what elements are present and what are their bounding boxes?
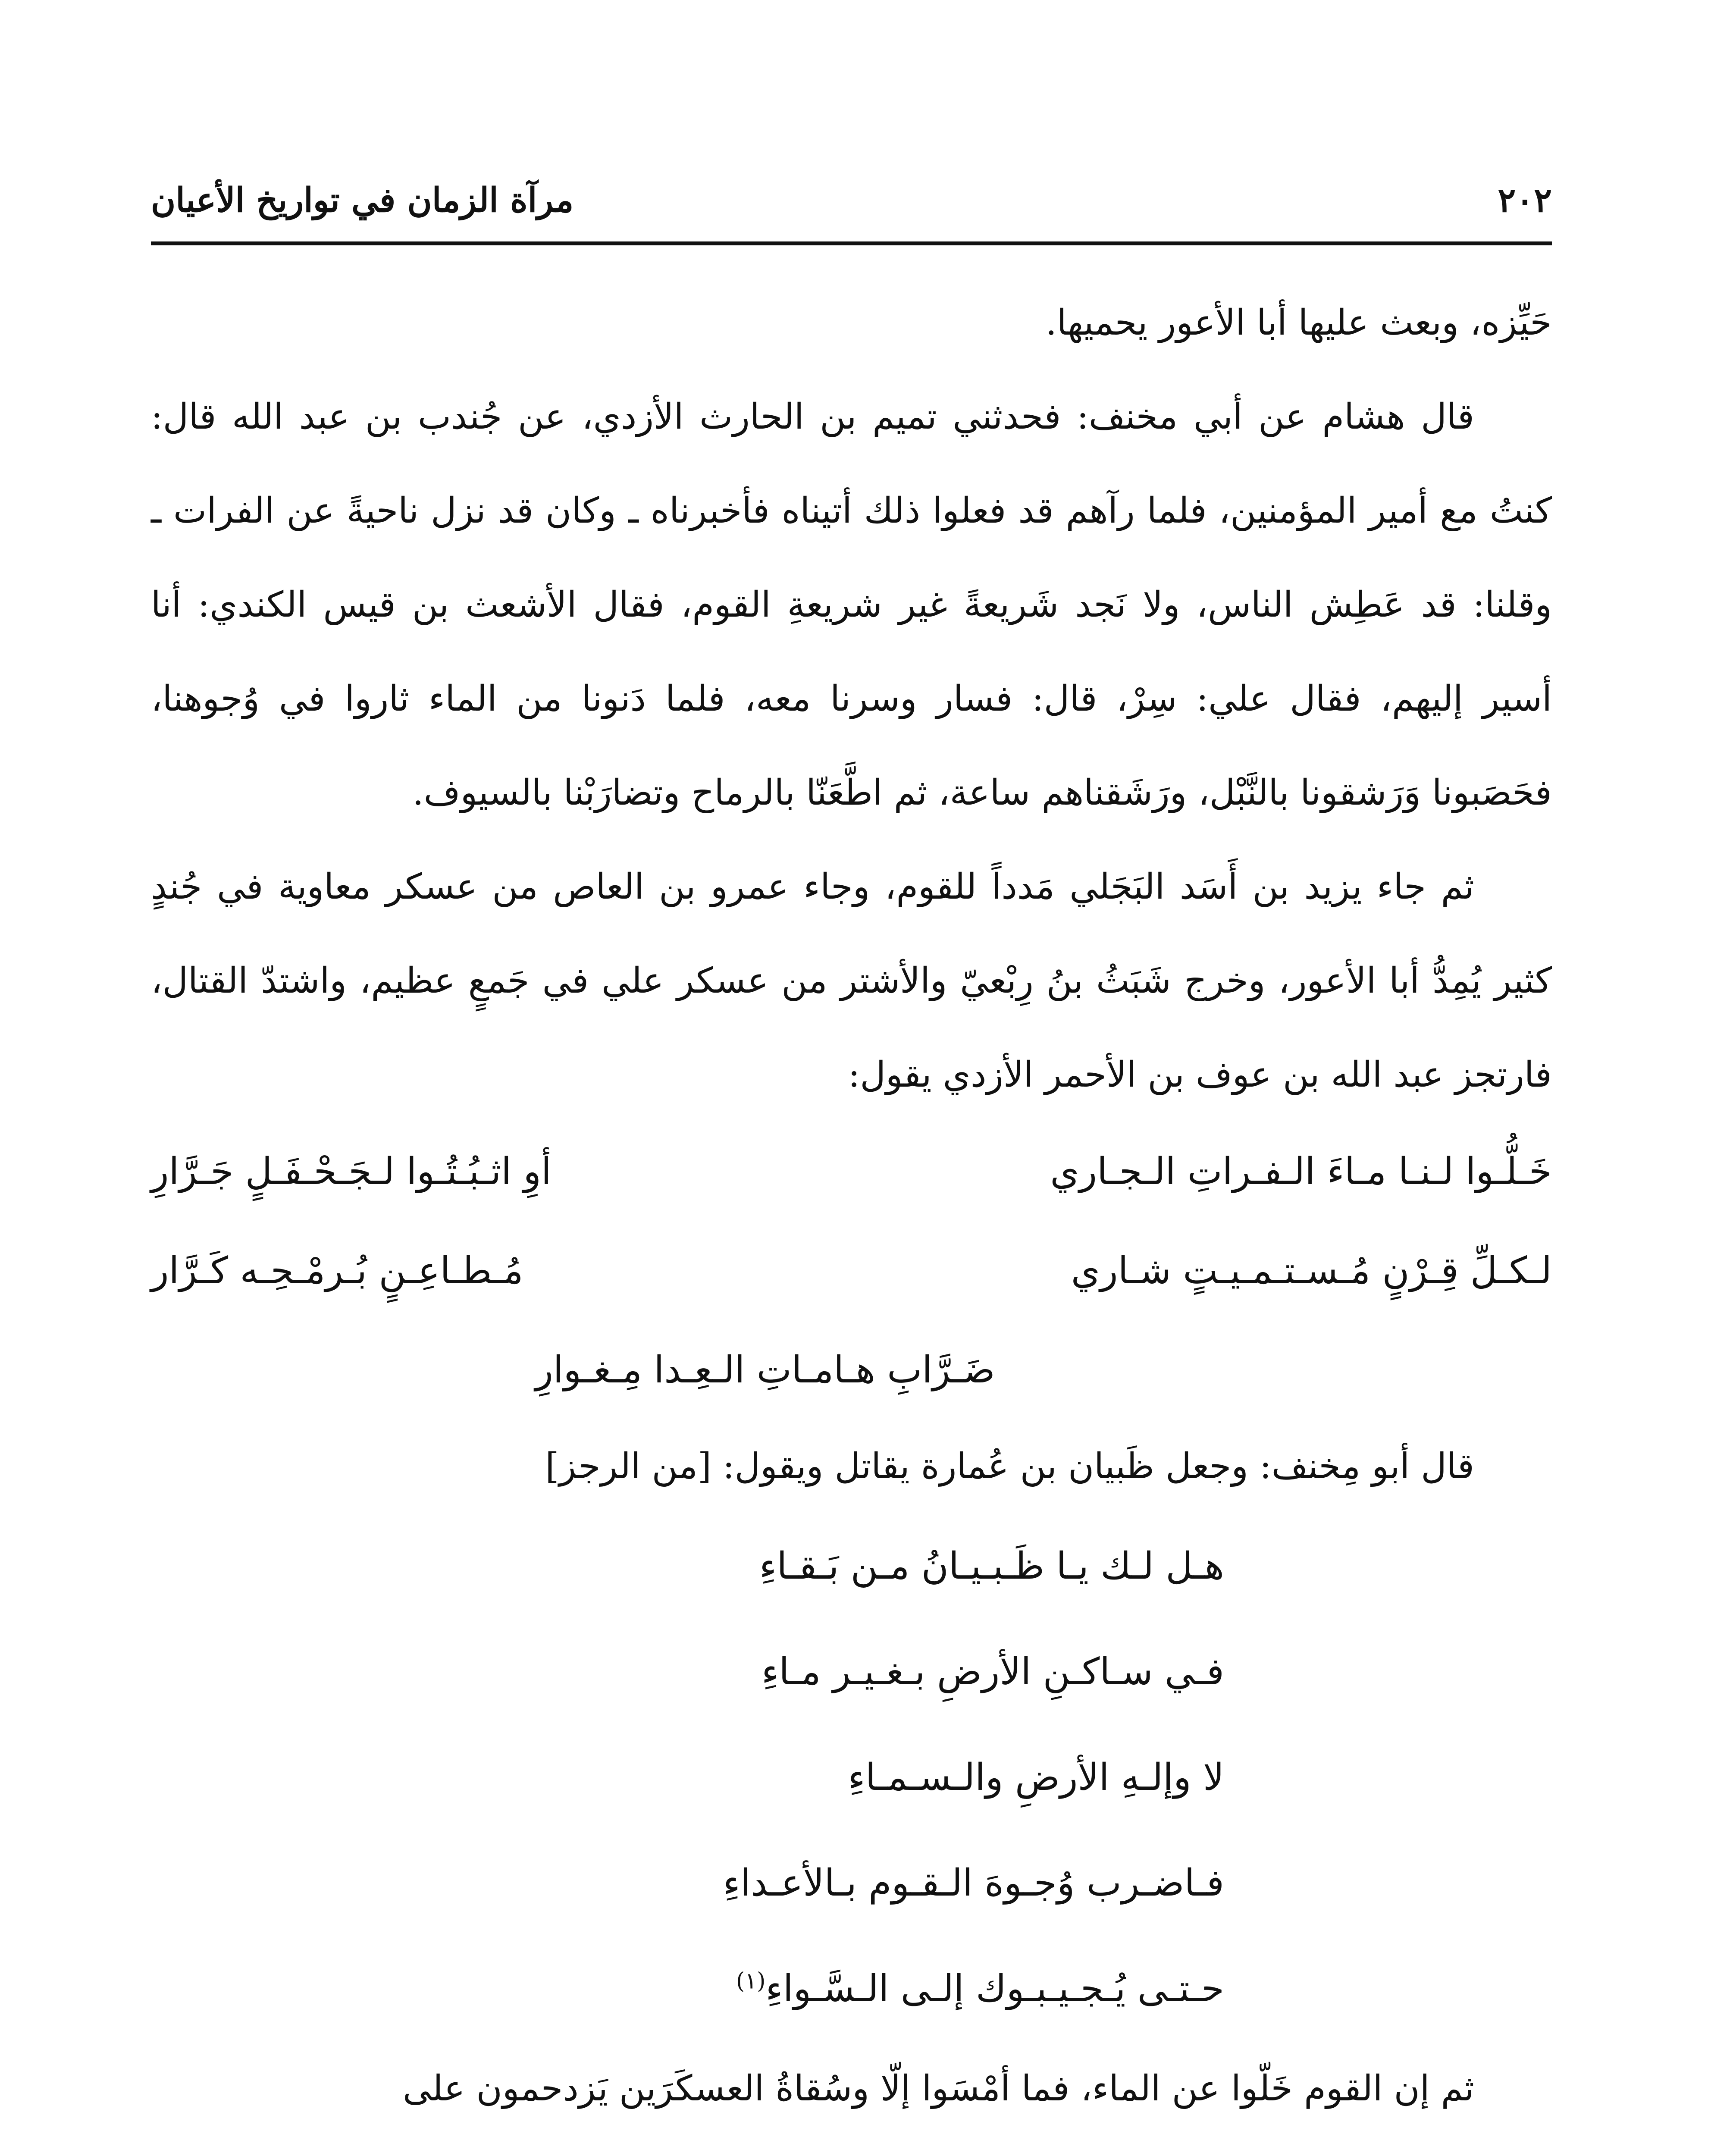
rajaz-line-5-text: حـتـى يُـجـيـبـوك إلـى الـسَّـواءِ (765, 1967, 1224, 2010)
poem-verse-1-first-hemistich: خَـلُّـوا لـنـا مـاءَ الـفـراتِ الـجـاري (1050, 1150, 1552, 1193)
paragraph-4: ثم إن القوم خَلّوا عن الماء، فما أمْسَوا إلّا وسُقاةُ العسكَرَين يَزدحمون على (403, 2068, 1474, 2109)
rajaz-line-4: فـاضـرب وُجـوهَ الـقـوم بـالأعـداءِ (723, 1861, 1224, 1905)
rajaz-line-5 (151, 1936, 1224, 2042)
footnote-reference: (١) (736, 1968, 766, 1994)
rajaz-line-1: هـل لـك يـا ظَـبـيـانُ مـن بَـقـاءِ (759, 1545, 1224, 1588)
poem-verse-2-first-hemistich: لـكـلِّ قِـرْنٍ مُـسـتـمـيـتٍ شـاري (1071, 1249, 1552, 1292)
main-text (151, 276, 1552, 2136)
page-header (151, 147, 1552, 220)
paragraph-3: ثم جاء يزيد بن أَسَد البَجَلي مَدداً للقوم، وجاء عمرو بن العاص من عسكر معاوية في جُندٍ كثير يُمِدُّ أبا الأعور، وخرج شَبَثُ بنُ رِبْعيّ والأشتر من عسكر علي في جَمعٍ عظيم، واشتدّ القتال، فارتجز عبد الله بن عوف بن الأحمر الأزدي يقول: (151, 866, 1552, 1095)
page-number: ٢٠٢ (1498, 181, 1552, 220)
paragraph-1: حَيِّزه، وبعث عليها أبا الأعور يحميها. (1045, 302, 1552, 343)
paragraph-2: قال هشام عن أبي مخنف: فحدثني تميم بن الحارث الأزدي، عن جُندب بن عبد الله قال: كنتُ مع أمير المؤمنين، فلما رآهم قد فعلوا ذلك أتيناه فأخبرناه ـ وكان قد نزل ناحيةً عن الفرات ـ وقلنا: قد عَطِش الناس، ولا نَجد شَريعةً غير شريعةِ القوم، فقال الأشعث بن قيس الكندي: أنا أسير إليهم، فقال علي: سِرْ، قال: فسار وسرنا معه، فلما دَنونا من الماء ثاروا في وُجوهنا، فحَصَبونا وَرَشقونا بالنَّبْل، ورَشَقناهم ساعة، ثم اطَّعَنّا بالرماح وتضارَبْنا بالسيوف. (151, 396, 1552, 813)
poem-verse-2-second-hemistich: مُـطـاعِـنٍ بُـرمْـحِـه كَـرَّار (151, 1249, 523, 1292)
poem-verse-1 (151, 1122, 1552, 1221)
poem-verse-3: ضَـرَّابِ هـامـاتِ الـعِـدا مِـغـوارِ (535, 1348, 995, 1391)
rajaz-line-2: فـي سـاكـنِ الأرضِ بـغـيـر مـاءِ (761, 1650, 1224, 1693)
rajaz-poem (151, 1514, 1552, 2042)
poem-verse-1-second-hemistich: أوِ اثـبُـتُـوا لـجَـحْـفَـلٍ جَـرَّارِ (151, 1150, 552, 1193)
header-divider (151, 241, 1552, 245)
poem-verse-2 (151, 1221, 1552, 1320)
rajaz-line-3: لا وإلـهِ الأرضِ والـسـمـاءِ (848, 1756, 1224, 1799)
rajaz-intro: قال أبو مِخنف: وجعل ظَبيان بن عُمارة يقاتل ويقول: [من الرجز] (545, 1446, 1474, 1487)
book-title: مرآة الزمان في تواريخ الأعيان (151, 181, 574, 220)
